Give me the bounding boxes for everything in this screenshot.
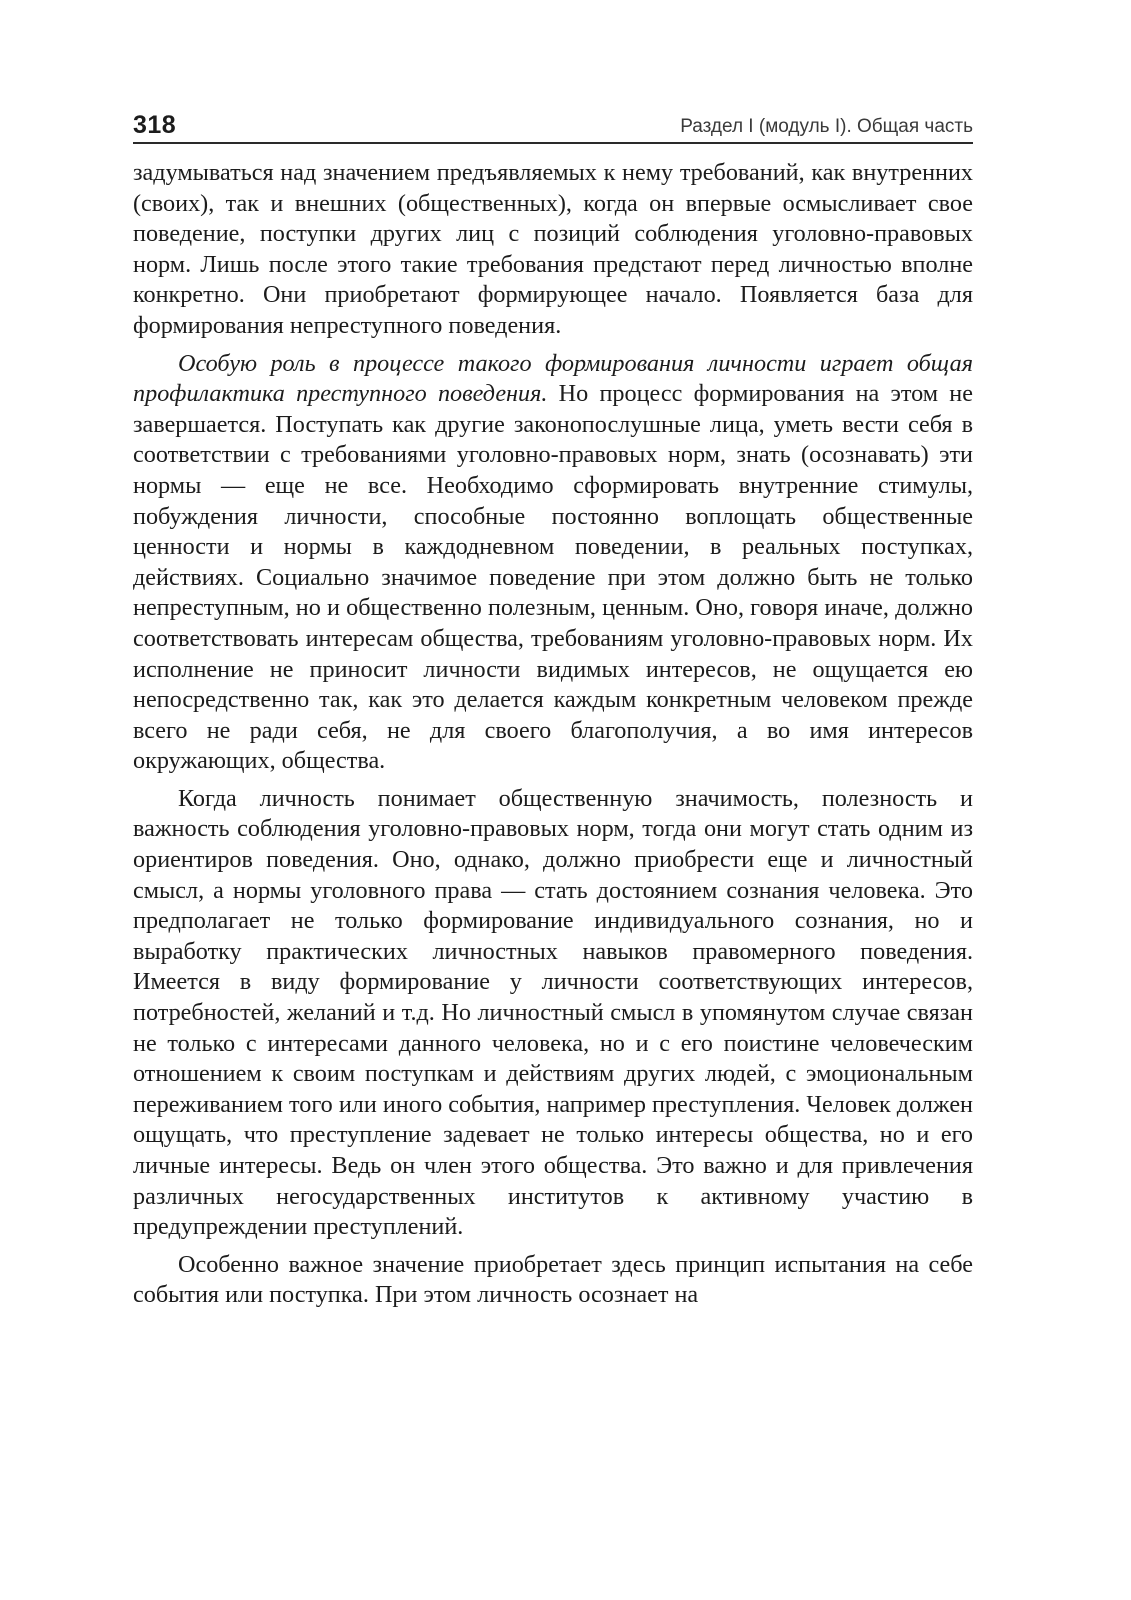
paragraph-4-text: Особенно важное значение приобретает здесь принцип испытания на себе события или поступка. При этом личность осознает на (133, 1250, 973, 1309)
paragraph-3-text: Когда личность понимает общественную значимость, полезность и важность соблюдения уголовно-правовых норм, тогда они могут стать одним из ориентиров поведения. Оно, однако, должно приобрести еще и личностный смысл, а нормы уголовного права — стать достоянием сознания человека. Это предполагает не только формирование индивидуального сознания, но и выработку практических личностных навыков правомерного поведения. Имеется в виду формирование у личности соответствующих интересов, потребностей, желаний и т.д. Но личностный смысл в упомянутом случае связан не только с интересами данного человека, но и с его поистине человеческим отношением к своим поступкам и действиям других людей, с эмоциональным переживанием того или иного события, например преступления. Человек должен ощущать, что преступление задевает не только интересы общества, но и его личные интересы. Ведь он член этого общества. Это важно и для привлечения различных негосударственных институтов к активному участию в предупреждении преступлений. (133, 784, 973, 1241)
paragraph-2-text: Но процесс формирования на этом не завершается. Поступать как другие законопослушные лица, уметь вести себя в соответствии с требованиями уголовно-правовых норм, знать (осознавать) эти нормы — еще не все. Необходимо сформировать внутренние стимулы, побуждения личности, способные постоянно воплощать общественные ценности и нормы в каждодневном поведении, в реальных поступках, действиях. Социально значимое поведение при этом должно быть не только непреступным, но и общественно полезным, ценным. Оно, говоря иначе, должно соответствовать интересам общества, требованиям уголовно-правовых норм. Их исполнение не приносит личности видимых интересов, не ощущается ею непосредственно так, как это делается каждым конкретным человеком прежде всего не ради себя, не для своего благополучия, а во имя интересов окружающих, общества. (133, 380, 973, 775)
running-head: Раздел I (модуль I). Общая часть (680, 116, 973, 137)
paragraph-1 (133, 158, 973, 342)
paragraph-2-italic-lead: Особую роль в процессе такого формирования личности играет общая профилактика преступного поведения. (133, 349, 973, 408)
paragraph-1-text: задумываться над значением предъявляемых к нему требований, как внутренних (своих), так и внешних (общественных), когда он впервые осмысливает свое поведение, поступки других лиц с позиций соблюдения уголовно-правовых норм. Лишь после этого такие требования предстают перед личностью вполне конкретно. Они приобретают формирующее начало. Появляется база для формирования непреступного поведения. (133, 159, 973, 339)
paragraph-2 (133, 349, 973, 777)
page-header (133, 110, 973, 144)
page-number: 318 (133, 111, 177, 139)
body-text (133, 158, 973, 1311)
paragraph-3 (133, 784, 973, 1243)
book-page (133, 110, 973, 1318)
paragraph-4 (133, 1250, 973, 1311)
